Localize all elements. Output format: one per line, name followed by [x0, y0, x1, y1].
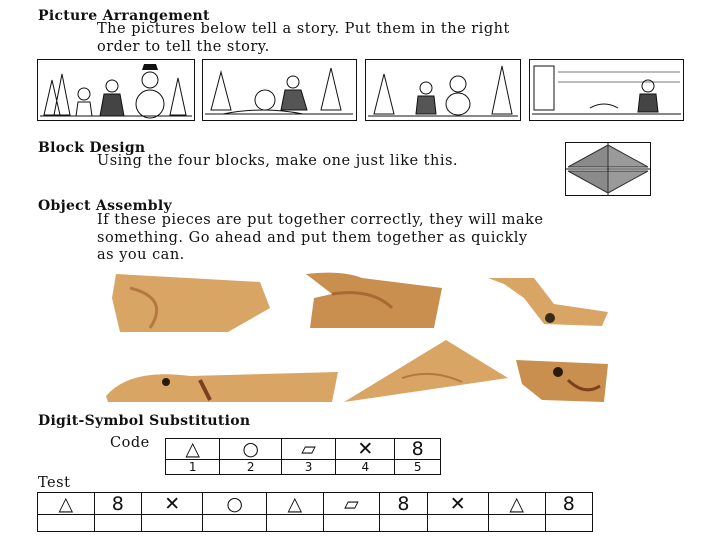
- test-symbol-1: △: [38, 493, 95, 515]
- block-pattern-graphic: [565, 142, 651, 196]
- test-answer-cell-10[interactable]: [545, 515, 593, 532]
- code-label: Code: [110, 435, 150, 451]
- test-answer-cell-2[interactable]: [94, 515, 141, 532]
- story-panel-1[interactable]: [37, 59, 195, 121]
- object-assembly-line2: something. Go ahead and put them together as quickly: [97, 230, 528, 246]
- test-symbol-5: △: [267, 493, 324, 515]
- code-number-2: 2: [220, 460, 281, 475]
- code-number-4: 4: [336, 460, 395, 475]
- object-assembly-line1: If these pieces are put together correctly, they will make: [97, 212, 544, 228]
- rolling-snowball-illustration: [203, 60, 356, 120]
- snowman-kids-illustration: [38, 60, 194, 120]
- code-number-5: 5: [395, 460, 441, 475]
- puzzle-piece-6[interactable]: [512, 356, 610, 404]
- picture-arrangement-line1: The pictures below tell a story. Put them in the right: [97, 21, 510, 37]
- story-panel-2[interactable]: [202, 59, 357, 121]
- code-symbol-3: ▱: [281, 439, 335, 460]
- test-label: Test: [38, 475, 71, 491]
- code-number-1: 1: [166, 460, 220, 475]
- test-symbol-2: 8: [94, 493, 141, 515]
- test-answer-cell-9[interactable]: [488, 515, 545, 532]
- code-number-3: 3: [281, 460, 335, 475]
- puzzle-piece-2[interactable]: [302, 268, 444, 330]
- test-table: [37, 492, 593, 532]
- code-symbol-4: ✕: [336, 439, 395, 460]
- story-panel-3[interactable]: [365, 59, 521, 121]
- melted-snowman-illustration: [530, 60, 683, 120]
- test-answer-cell-7[interactable]: [380, 515, 427, 532]
- test-answer-cell-5[interactable]: [267, 515, 324, 532]
- test-answer-cell-4[interactable]: [203, 515, 267, 532]
- puzzle-piece-4[interactable]: [100, 366, 340, 404]
- picture-arrangement-title: Picture Arrangement: [38, 8, 210, 24]
- test-answer-cell-3[interactable]: [142, 515, 203, 532]
- test-symbol-6: ▱: [323, 493, 380, 515]
- test-symbol-7: 8: [380, 493, 427, 515]
- building-snowman-illustration: [366, 60, 520, 120]
- code-table: [165, 438, 441, 475]
- digit-symbol-title: Digit-Symbol Substitution: [38, 413, 251, 429]
- code-symbol-1: △: [166, 439, 220, 460]
- block-design-text: Using the four blocks, make one just like this.: [97, 153, 459, 169]
- test-answer-cell-6[interactable]: [323, 515, 380, 532]
- story-panel-4[interactable]: [529, 59, 684, 121]
- object-assembly-line3: as you can.: [97, 247, 185, 263]
- test-symbol-9: △: [488, 493, 545, 515]
- puzzle-piece-3[interactable]: [484, 274, 608, 326]
- puzzle-piece-5[interactable]: [342, 338, 510, 404]
- test-symbol-10: 8: [545, 493, 593, 515]
- puzzle-piece-1[interactable]: [110, 268, 272, 334]
- test-answer-cell-8[interactable]: [427, 515, 488, 532]
- picture-arrangement-line2: order to tell the story.: [97, 39, 270, 55]
- block-design-pattern: [565, 142, 651, 196]
- block-design-title: Block Design: [38, 140, 146, 156]
- code-symbol-5: 8: [395, 439, 441, 460]
- test-answer-cell-1[interactable]: [38, 515, 95, 532]
- test-symbol-8: ✕: [427, 493, 488, 515]
- code-symbol-2: ○: [220, 439, 281, 460]
- test-symbol-4: ○: [203, 493, 267, 515]
- test-symbol-3: ✕: [142, 493, 203, 515]
- object-assembly-title: Object Assembly: [38, 198, 172, 214]
